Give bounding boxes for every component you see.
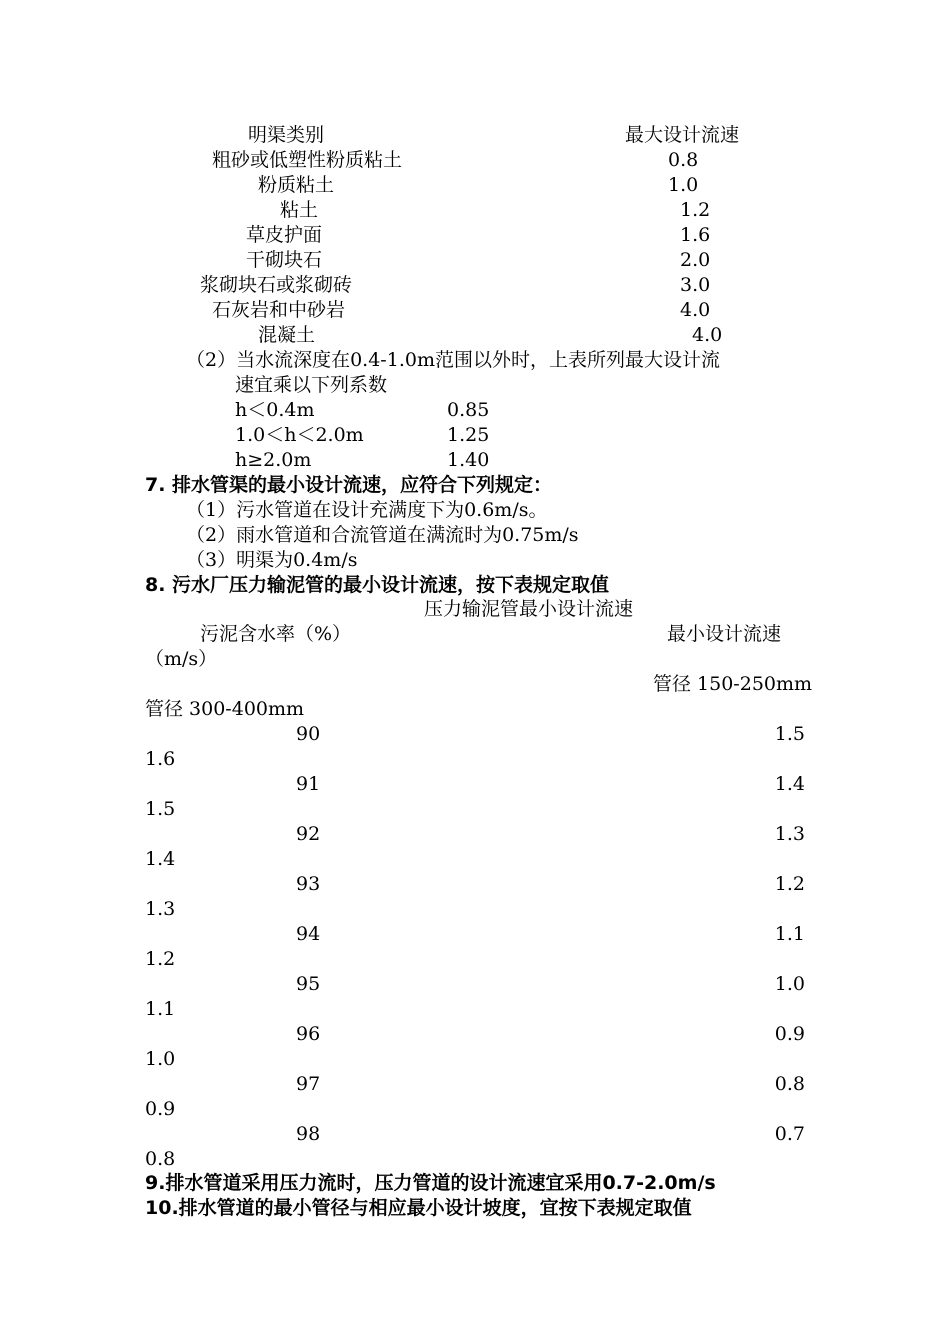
channel-type-7: 混凝土: [258, 324, 316, 346]
sludge-moisture-0: 90: [296, 723, 321, 745]
channel-type-6: 石灰岩和中砂岩: [212, 299, 346, 321]
sludge-v1-3: 1.2: [774, 873, 805, 895]
channel-table-header-type: 明渠类别: [248, 124, 325, 146]
sludge-unit: （m/s）: [145, 648, 218, 670]
sludge-v2-8: 0.8: [145, 1148, 176, 1170]
channel-speed-2: 1.2: [680, 199, 711, 221]
channel-type-4: 干砌块石: [246, 249, 323, 271]
sludge-v2-7: 0.9: [145, 1098, 176, 1120]
sludge-v2-1: 1.5: [145, 798, 176, 820]
section9-text: 9.排水管道采用压力流时，压力管道的设计流速宜采用0.7-2.0m/s: [145, 1172, 716, 1194]
sludge-v1-5: 1.0: [774, 973, 805, 995]
sludge-v1-2: 1.3: [774, 823, 805, 845]
sludge-table-title: 压力输泥管最小设计流速: [424, 598, 634, 620]
sludge-moisture-1: 91: [296, 773, 321, 795]
sludge-col-speed: 最小设计流速: [667, 623, 782, 645]
coef-cond-2: h≥2.0m: [235, 449, 312, 471]
channel-speed-3: 1.6: [680, 224, 711, 246]
channel-type-3: 草皮护面: [246, 224, 323, 246]
sludge-v2-0: 1.6: [145, 748, 176, 770]
sludge-v1-7: 0.8: [774, 1073, 805, 1095]
sludge-v1-6: 0.9: [774, 1023, 805, 1045]
sludge-v2-3: 1.3: [145, 898, 176, 920]
channel-type-5: 浆砌块石或浆砌砖: [200, 274, 353, 296]
sludge-col-moisture: 污泥含水率（%）: [200, 623, 352, 645]
note2-line2: 速宜乘以下列系数: [235, 374, 388, 396]
sludge-moisture-5: 95: [296, 973, 321, 995]
section7-item-3: （3）明渠为0.4m/s: [186, 549, 358, 571]
channel-speed-1: 1.0: [668, 174, 699, 196]
channel-speed-4: 2.0: [680, 249, 711, 271]
sludge-col-d1: 管径 150-250mm: [653, 673, 813, 695]
channel-speed-6: 4.0: [680, 299, 711, 321]
coef-value-1: 1.25: [447, 424, 490, 446]
section8-heading: 8. 污水厂压力输泥管的最小设计流速，按下表规定取值: [145, 574, 610, 596]
channel-speed-0: 0.8: [668, 149, 699, 171]
sludge-v2-4: 1.2: [145, 948, 176, 970]
section7-item-2: （2）雨水管道和合流管道在满流时为0.75m/s: [186, 524, 579, 546]
note2-line1: （2）当水流深度在0.4-1.0m范围以外时，上表所列最大设计流: [186, 349, 720, 371]
section10-text: 10.排水管道的最小管径与相应最小设计坡度，宜按下表规定取值: [145, 1197, 692, 1219]
coef-value-0: 0.85: [447, 399, 490, 421]
sludge-moisture-6: 96: [296, 1023, 321, 1045]
sludge-moisture-8: 98: [296, 1123, 321, 1145]
channel-type-2: 粘土: [280, 199, 319, 221]
sludge-v1-1: 1.4: [774, 773, 805, 795]
channel-type-1: 粉质粘土: [258, 174, 335, 196]
sludge-v2-5: 1.1: [145, 998, 176, 1020]
channel-speed-5: 3.0: [680, 274, 711, 296]
coef-cond-0: h＜0.4m: [235, 399, 315, 421]
sludge-v2-2: 1.4: [145, 848, 176, 870]
coef-value-2: 1.40: [447, 449, 490, 471]
sludge-moisture-2: 92: [296, 823, 321, 845]
sludge-v2-6: 1.0: [145, 1048, 176, 1070]
sludge-moisture-4: 94: [296, 923, 321, 945]
section7-item-1: （1）污水管道在设计充满度下为0.6m/s。: [186, 499, 548, 521]
channel-table-header-speed: 最大设计流速: [625, 124, 740, 146]
sludge-col-d2: 管径 300-400mm: [145, 698, 305, 720]
sludge-moisture-3: 93: [296, 873, 321, 895]
sludge-v1-8: 0.7: [774, 1123, 805, 1145]
channel-speed-7: 4.0: [692, 324, 723, 346]
sludge-v1-4: 1.1: [774, 923, 805, 945]
coef-cond-1: 1.0＜h＜2.0m: [235, 424, 364, 446]
channel-type-0: 粗砂或低塑性粉质粘土: [212, 149, 403, 171]
sludge-v1-0: 1.5: [774, 723, 805, 745]
sludge-moisture-7: 97: [296, 1073, 321, 1095]
section7-heading: 7. 排水管渠的最小设计流速，应符合下列规定：: [145, 474, 553, 496]
